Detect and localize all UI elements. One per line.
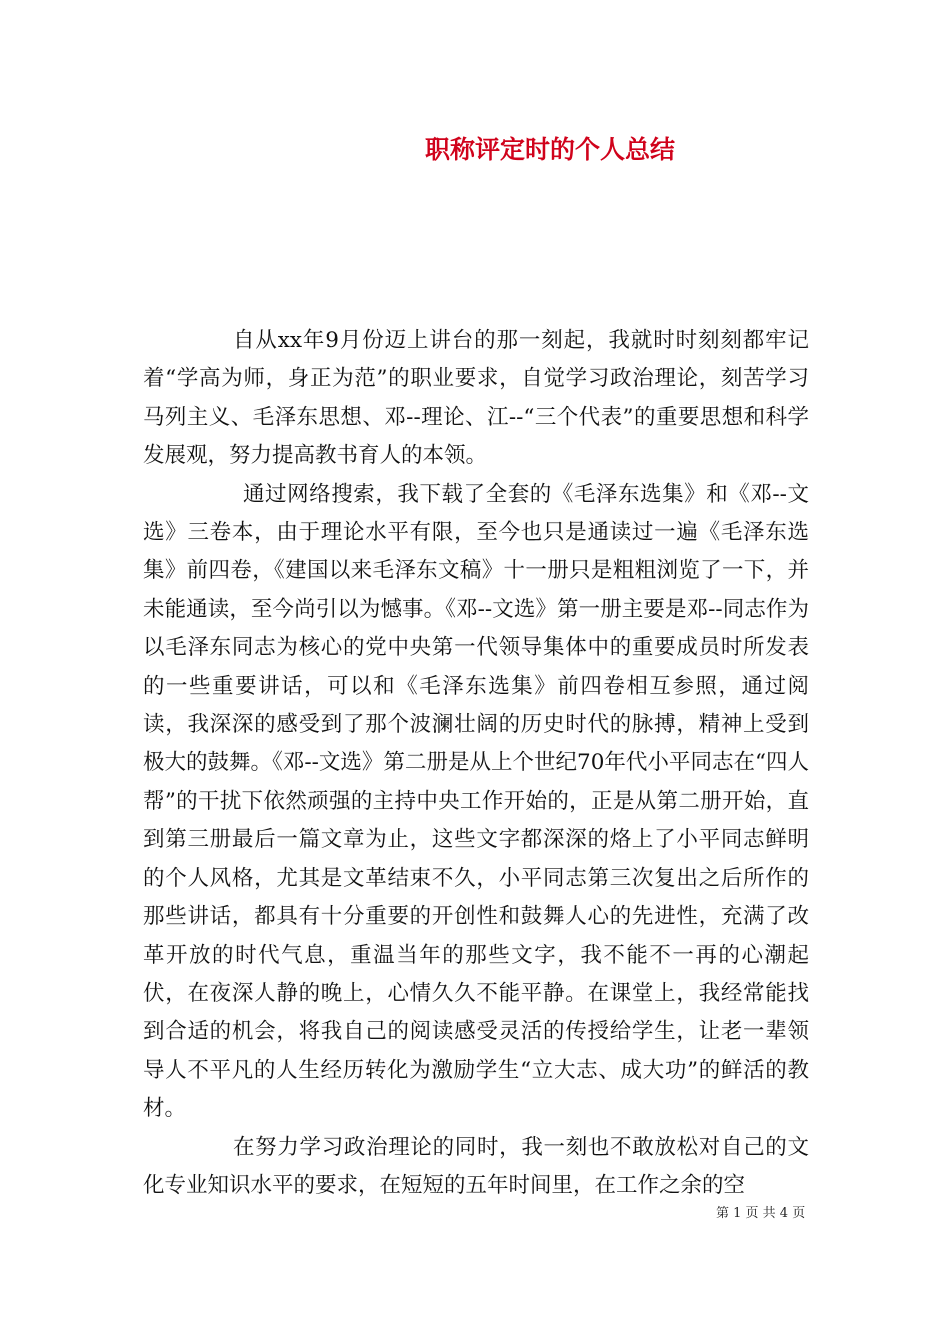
- body-paragraph-1: 自从xx年9月份迈上讲台的那一刻起，我就时时刻刻都牢记着“学高为师，身正为范”的职业要求，自觉学习政治理论，刻苦学习马列主义、毛泽东思想、邓--理论、江--“三个代表”的重要思想和科学发展观，努力提高教书育人的本领。: [143, 328, 809, 469]
- document-title: 职称评定时的个人总结: [424, 135, 675, 164]
- page-number-footer: 第 1 页 共 4 页: [716, 1206, 806, 1221]
- document-body: [143, 322, 809, 1205]
- body-paragraph-2: 通过网络搜索，我下载了全套的《毛泽东选集》和《邓--文选》三卷本，由于理论水平有限，至今也只是通读过一遍《毛泽东选集》前四卷，《建国以来毛泽东文稿》十一册只是粗粗浏览了一下，并未能通读，至今尚引以为憾事。《邓--文选》第一册主要是邓--同志作为以毛泽东同志为核心的党中央第一代领导集体中的重要成员时所发表的一些重要讲话，可以和《毛泽东选集》前四卷相互参照，通过阅读，我深深的感受到了那个波澜壮阔的历史时代的脉搏，精神上受到极大的鼓舞。《邓--文选》第二册是从上个世纪70年代小平同志在“四人帮”的干扰下依然顽强的主持中央工作开始的，正是从第二册开始，直到第三册最后一篇文章为止，这些文字都深深的烙上了小平同志鲜明的个人风格，尤其是文革结束不久，小平同志第三次复出之后所作的那些讲话，都具有十分重要的开创性和鼓舞人心的先进性，充满了改革开放的时代气息，重温当年的那些文字，我不能不一再的心潮起伏，在夜深人静的晚上，心情久久不能平静。在课堂上，我经常能找到合适的机会，将我自己的阅读感受灵活的传授给学生，让老一辈领导人不平凡的人生经历转化为激励学生“立大志、成大功”的鲜活的教材。: [143, 481, 809, 1122]
- body-paragraph-3: 在努力学习政治理论的同时，我一刻也不敢放松对自己的文化专业知识水平的要求，在短短的五年时间里，在工作之余的空: [143, 1134, 809, 1198]
